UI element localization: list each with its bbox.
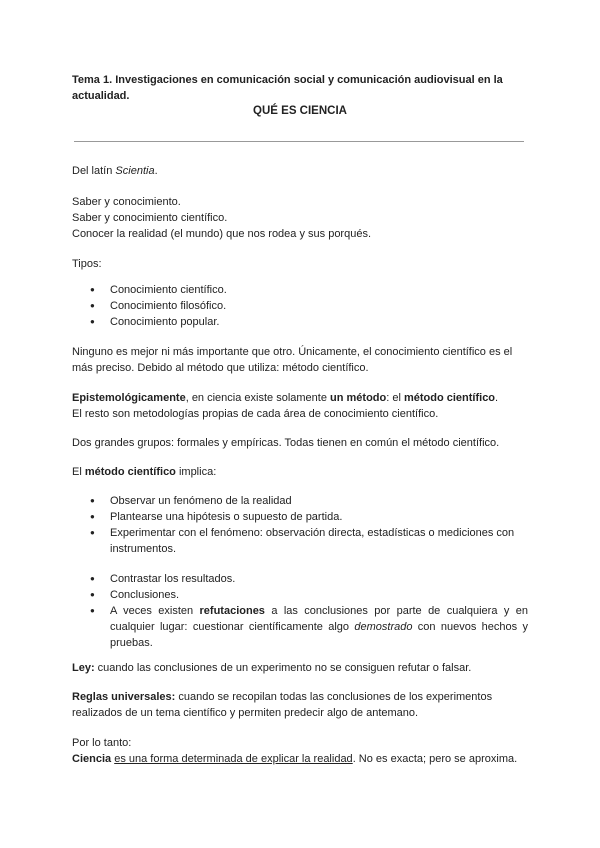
definition-line: Conocer la realidad (el mundo) que nos rodea y sus porqués. xyxy=(72,228,372,240)
text: . No es exacta; pero se aproxima. xyxy=(352,753,518,765)
paragraph-ciencia xyxy=(72,751,528,767)
bold-text: método científico xyxy=(84,466,176,478)
bold-text: Ciencia xyxy=(72,753,112,765)
tipos-label: Tipos: xyxy=(72,258,102,270)
list-item: ● Conocimiento popular. xyxy=(90,314,528,330)
text: A veces existen xyxy=(110,605,200,617)
latin-word: Scientia xyxy=(115,165,155,177)
section-heading: QUÉ ES CIENCIA xyxy=(253,105,347,117)
definitions xyxy=(72,194,528,242)
paragraph-grupos: Dos grandes grupos: formales y empíricas. Todas tienen en común el método científico. xyxy=(72,437,500,449)
text: El xyxy=(72,466,85,478)
text: Del latín xyxy=(72,165,116,177)
pasos-list-2 xyxy=(72,571,528,651)
list-item: ● Conclusiones. xyxy=(90,587,528,603)
text: a las conclusiones por parte de cualquiera y en cualquier lugar: cuestionar científicamente algo xyxy=(110,605,528,633)
text: , en ciencia existe solamente xyxy=(185,392,331,404)
bold-text: método científico xyxy=(403,392,496,404)
bold-text: Ley: xyxy=(72,662,95,674)
bold-text: Reglas universales: xyxy=(72,691,176,703)
horizontal-divider xyxy=(74,141,524,142)
italic-text: demostrado xyxy=(354,621,413,633)
por-lo-tanto: Por lo tanto: xyxy=(72,737,132,749)
tipos-list xyxy=(72,282,528,330)
text: . xyxy=(154,165,158,177)
underlined-text: es una forma determinada de explicar la realidad xyxy=(114,753,353,765)
pasos-list-1 xyxy=(72,493,528,557)
document-title: Tema 1. Investigaciones en comunicación social y comunicación audiovisual en la actualidad. xyxy=(72,74,503,102)
bold-text: refutaciones xyxy=(199,605,265,617)
text: cuando se recopilan todas las conclusiones de los experimentos realizados de un tema científico y permiten predecir algo de antemano. xyxy=(72,691,493,719)
list-item xyxy=(90,603,528,651)
paragraph-ley xyxy=(72,660,528,676)
text: cuando las conclusiones de un experimento no se consiguen refutar o falsar. xyxy=(94,662,472,674)
text: : el xyxy=(386,392,404,404)
paragraph-epistemologia xyxy=(72,390,528,422)
list-item: ● Plantearse una hipótesis o supuesto de partida. xyxy=(90,509,528,525)
list-item: ● Observar un fenómeno de la realidad xyxy=(90,493,528,509)
text: . xyxy=(495,392,499,404)
paragraph-reglas xyxy=(72,689,528,721)
definition-line: Saber y conocimiento. xyxy=(72,196,181,208)
list-item: ● Conocimiento filosófico. xyxy=(90,298,528,314)
latin-origin xyxy=(72,163,528,179)
list-item: ● Contrastar los resultados. xyxy=(90,571,528,587)
metodo-intro xyxy=(72,464,528,480)
list-item: ● Experimentar con el fenómeno: observación directa, estadísticas o mediciones con instrumentos. xyxy=(90,525,528,557)
paragraph-ninguno: Ninguno es mejor ni más importante que otro. Únicamente, el conocimiento científico es el más preciso. Debido al método que utiliza: método científico. xyxy=(72,346,513,374)
bold-text: un método xyxy=(330,392,387,404)
text: con nuevos hechos y pruebas. xyxy=(110,621,528,649)
list-item: ● Conocimiento científico. xyxy=(90,282,528,298)
text: implica: xyxy=(175,466,217,478)
bold-text: Epistemológicamente xyxy=(72,392,186,404)
definition-line: Saber y conocimiento científico. xyxy=(72,212,228,224)
text: El resto son metodologías propias de cada área de conocimiento científico. xyxy=(72,408,439,420)
